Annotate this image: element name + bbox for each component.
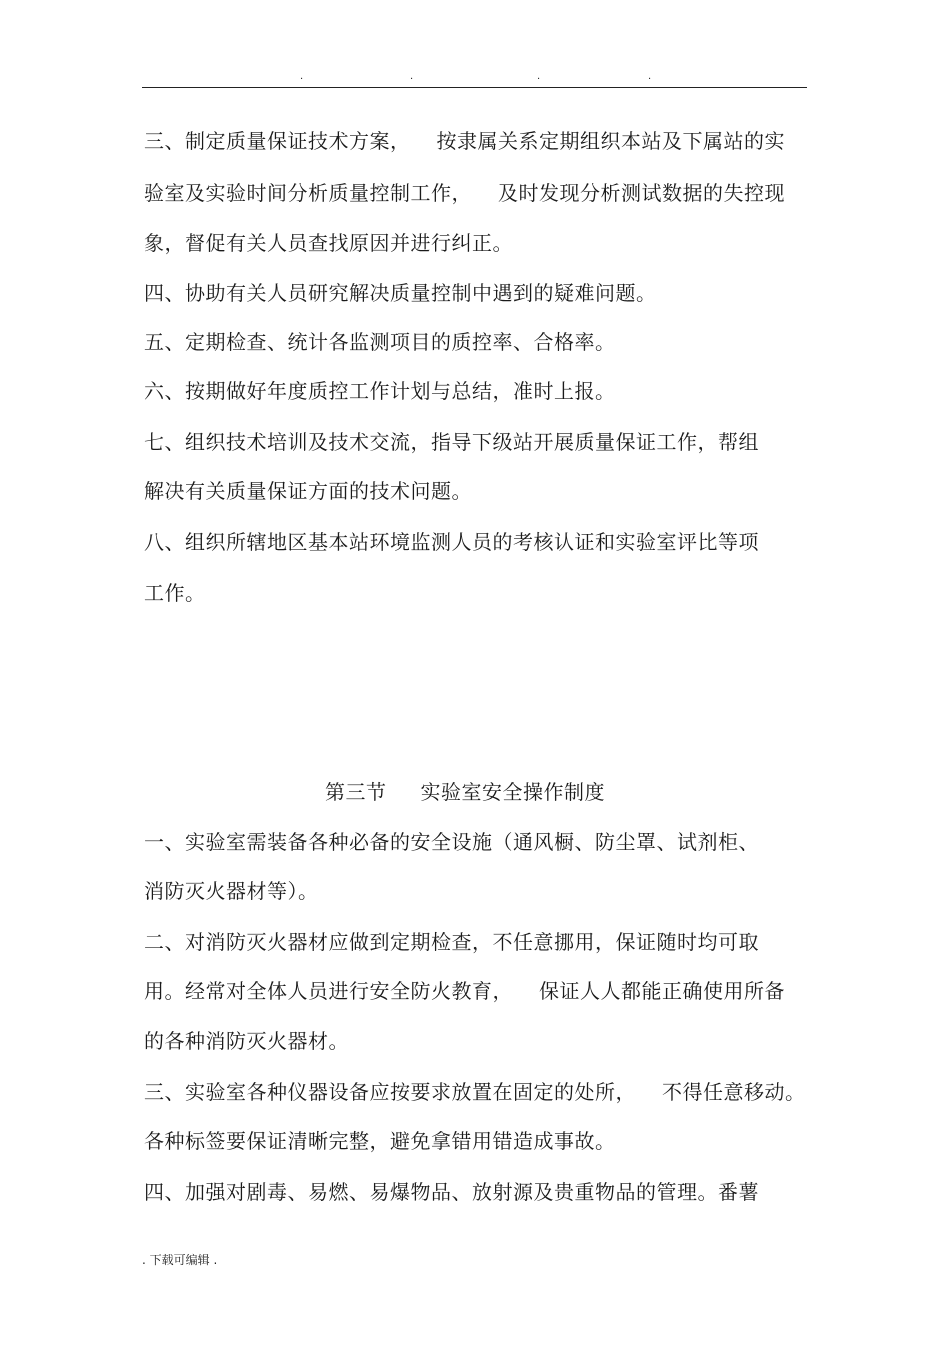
- text-segment: 象，督促有关人员查找原因并进行纠正。: [144, 231, 513, 255]
- text-line: [144, 429, 759, 455]
- text-segment: 五、定期检查、统计各监测项目的质控率、合格率。: [144, 330, 616, 354]
- header-dot: .: [537, 71, 541, 82]
- text-line: [144, 529, 759, 555]
- section-number: 第三节: [325, 780, 387, 804]
- text-line: [144, 929, 759, 955]
- page-footer: . 下载可编辑 .: [142, 1253, 218, 1267]
- text-segment: 四、加强对剧毒、易燃、易爆物品、放射源及贵重物品的管理。番薯: [144, 1180, 759, 1204]
- text-segment: 工作。: [144, 581, 206, 605]
- text-line: [144, 1179, 759, 1205]
- text-line: [144, 230, 513, 256]
- text-segment: 按隶属关系定期组织本站及下属站的实: [436, 129, 785, 153]
- text-segment: 的各种消防灭火器材。: [144, 1029, 349, 1053]
- text-segment: 消防灭火器材等）。: [144, 879, 319, 903]
- text-line: [144, 580, 206, 606]
- text-line: [144, 180, 785, 206]
- text-line: [144, 1128, 616, 1154]
- section-title: [325, 779, 605, 805]
- text-line: [144, 1079, 806, 1105]
- text-segment: 七、组织技术培训及技术交流，指导下级站开展质量保证工作，帮组: [144, 430, 759, 454]
- text-segment: 及时发现分析测试数据的失控现: [498, 181, 785, 205]
- text-segment: 各种标签要保证清晰完整，避免拿错用错造成事故。: [144, 1129, 616, 1153]
- text-segment: 三、制定质量保证技术方案，: [144, 129, 411, 153]
- text-segment: 四、协助有关人员研究解决质量控制中遇到的疑难问题。: [144, 281, 657, 305]
- header-dot: .: [410, 71, 414, 82]
- text-segment: 三、实验室各种仪器设备应按要求放置在固定的处所，: [144, 1080, 636, 1104]
- text-segment: 保证人人都能正确使用所备: [539, 979, 785, 1003]
- header-dot: .: [648, 71, 652, 82]
- text-segment: 六、按期做好年度质控工作计划与总结，准时上报。: [144, 379, 616, 403]
- text-line: [144, 128, 785, 154]
- header-rule: [142, 87, 807, 88]
- text-line: [144, 1028, 349, 1054]
- text-segment: 不得任意移动。: [662, 1080, 806, 1104]
- text-segment: 八、组织所辖地区基本站环境监测人员的考核认证和实验室评比等项: [144, 530, 759, 554]
- text-line: [144, 378, 616, 404]
- text-line: [144, 280, 657, 306]
- text-line: [144, 829, 759, 855]
- text-segment: 二、对消防灭火器材应做到定期检查，不任意挪用，保证随时均可取: [144, 930, 759, 954]
- text-line: [144, 978, 785, 1004]
- text-segment: 一、实验室需装备各种必备的安全设施（通风橱、防尘罩、试剂柜、: [144, 830, 759, 854]
- section-heading: 实验室安全操作制度: [420, 780, 605, 804]
- text-segment: 用。经常对全体人员进行安全防火教育，: [144, 979, 513, 1003]
- text-line: [144, 878, 319, 904]
- text-line: [144, 478, 472, 504]
- text-segment: 验室及实验时间分析质量控制工作，: [144, 181, 472, 205]
- header-dot: .: [300, 71, 304, 82]
- text-segment: 解决有关质量保证方面的技术问题。: [144, 479, 472, 503]
- text-line: [144, 329, 616, 355]
